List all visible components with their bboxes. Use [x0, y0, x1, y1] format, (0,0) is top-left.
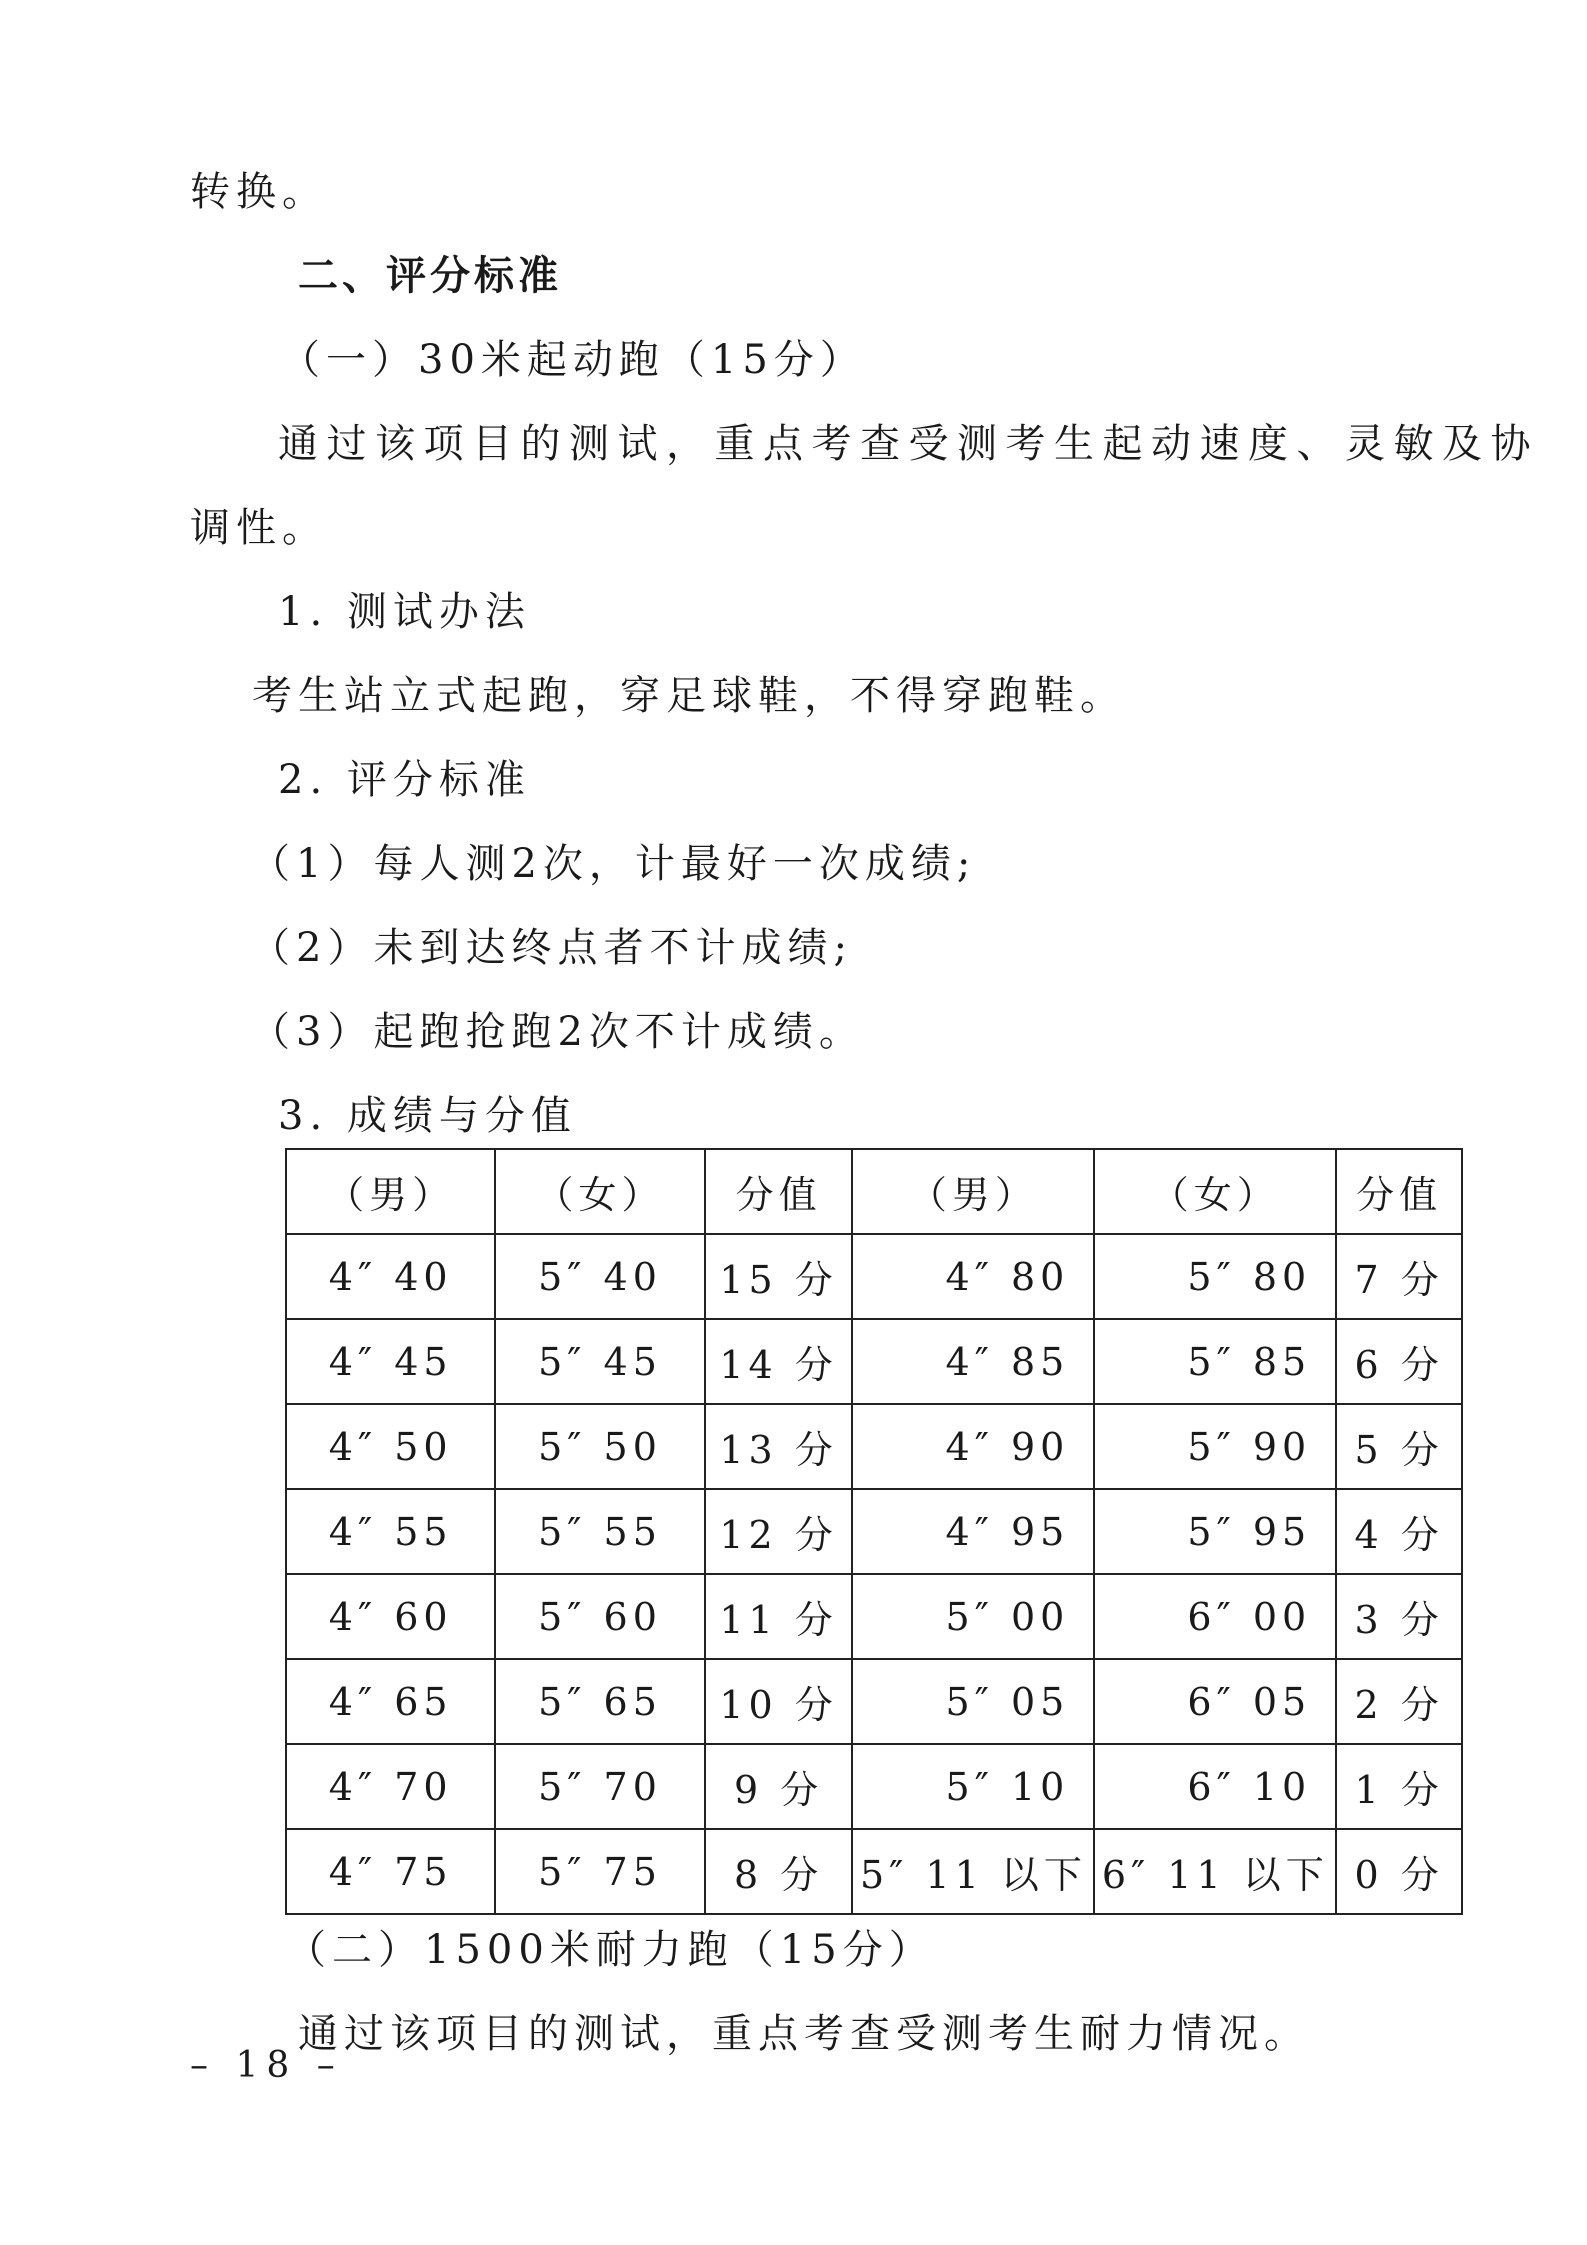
rule-3: （3）起跑抢跑2次不计成绩。	[250, 1009, 865, 1055]
table-cell: 4″ 50	[286, 1404, 495, 1489]
table-cell: 4″ 65	[286, 1659, 495, 1744]
subsection-heading-1500m: （二）1500米耐力跑（15分）	[286, 1927, 935, 1973]
table-cell: 6″ 10	[1094, 1744, 1336, 1829]
table-cell: 5″ 05	[852, 1659, 1094, 1744]
table-cell: 4″ 80	[852, 1234, 1094, 1319]
table-cell: 4″ 90	[852, 1404, 1094, 1489]
table-cell: 2 分	[1336, 1659, 1462, 1744]
table-cell: 5″ 75	[495, 1829, 704, 1914]
table-cell: 5″ 40	[495, 1234, 704, 1319]
subsection-heading-30m: （一）30米起动跑（15分）	[280, 337, 866, 383]
table-cell: 4″ 95	[852, 1489, 1094, 1574]
section-heading: 二、评分标准	[298, 253, 562, 299]
continued-text: 转换。	[190, 169, 328, 215]
table-row	[286, 1659, 1462, 1744]
header-score: 分值	[705, 1149, 853, 1234]
table-cell: 6 分	[1336, 1319, 1462, 1404]
table-cell: 4″ 85	[852, 1319, 1094, 1404]
item-test-method: 1. 测试办法	[278, 589, 531, 635]
table-cell: 6″ 11 以下	[1094, 1829, 1336, 1914]
table-cell: 5″ 45	[495, 1319, 704, 1404]
table-row	[286, 1829, 1462, 1914]
table-cell: 9 分	[705, 1744, 853, 1829]
header-score: 分值	[1336, 1149, 1462, 1234]
table-cell: 5″ 70	[495, 1744, 704, 1829]
table-row	[286, 1489, 1462, 1574]
table-cell: 4″ 70	[286, 1744, 495, 1829]
header-male: （男）	[852, 1149, 1094, 1234]
table-cell: 4″ 45	[286, 1319, 495, 1404]
table-cell: 5″ 50	[495, 1404, 704, 1489]
table-cell: 10 分	[705, 1659, 853, 1744]
table-header-row	[286, 1149, 1462, 1234]
header-female: （女）	[495, 1149, 704, 1234]
table-cell: 15 分	[705, 1234, 853, 1319]
table-cell: 5″ 65	[495, 1659, 704, 1744]
header-female: （女）	[1094, 1149, 1336, 1234]
table-cell: 6″ 05	[1094, 1659, 1336, 1744]
table-cell: 5″ 95	[1094, 1489, 1336, 1574]
table-cell: 7 分	[1336, 1234, 1462, 1319]
table-row	[286, 1234, 1462, 1319]
table-cell: 4″ 55	[286, 1489, 495, 1574]
table-cell: 12 分	[705, 1489, 853, 1574]
table-cell: 1 分	[1336, 1744, 1462, 1829]
table-cell: 5″ 60	[495, 1574, 704, 1659]
score-table	[285, 1148, 1463, 1915]
table-cell: 0 分	[1336, 1829, 1462, 1914]
table-row	[286, 1319, 1462, 1404]
table-cell: 5″ 00	[852, 1574, 1094, 1659]
table-cell: 3 分	[1336, 1574, 1462, 1659]
table-cell: 4″ 40	[286, 1234, 495, 1319]
test-method-text: 考生站立式起跑，穿足球鞋，不得穿跑鞋。	[252, 673, 1126, 719]
table-cell: 5″ 90	[1094, 1404, 1336, 1489]
table-cell: 5 分	[1336, 1404, 1462, 1489]
table-row	[286, 1574, 1462, 1659]
item-score-table: 3. 成绩与分值	[278, 1093, 577, 1139]
rule-1: （1）每人测2次，计最好一次成绩;	[250, 841, 977, 887]
item-scoring: 2. 评分标准	[278, 757, 531, 803]
table-row	[286, 1744, 1462, 1829]
table-cell: 4″ 60	[286, 1574, 495, 1659]
page-number: – 18 –	[190, 2045, 343, 2086]
table-cell: 13 分	[705, 1404, 853, 1489]
paragraph-30m: 通过该项目的测试，重点考查受测考生起动速度、灵敏及协	[278, 421, 1539, 467]
paragraph-1500m: 通过该项目的测试，重点考查受测考生耐力情况。	[298, 2011, 1310, 2057]
header-male: （男）	[286, 1149, 495, 1234]
table-cell: 5″ 80	[1094, 1234, 1336, 1319]
table-cell: 5″ 10	[852, 1744, 1094, 1829]
table-cell: 5″ 11 以下	[852, 1829, 1094, 1914]
table-row	[286, 1404, 1462, 1489]
table-cell: 5″ 55	[495, 1489, 704, 1574]
table-cell: 5″ 85	[1094, 1319, 1336, 1404]
rule-2: （2）未到达终点者不计成绩;	[250, 925, 853, 971]
table-cell: 14 分	[705, 1319, 853, 1404]
table-cell: 4″ 75	[286, 1829, 495, 1914]
table-cell: 4 分	[1336, 1489, 1462, 1574]
table-cell: 6″ 00	[1094, 1574, 1336, 1659]
table-cell: 11 分	[705, 1574, 853, 1659]
paragraph-30m-cont: 调性。	[190, 505, 328, 551]
table-cell: 8 分	[705, 1829, 853, 1914]
